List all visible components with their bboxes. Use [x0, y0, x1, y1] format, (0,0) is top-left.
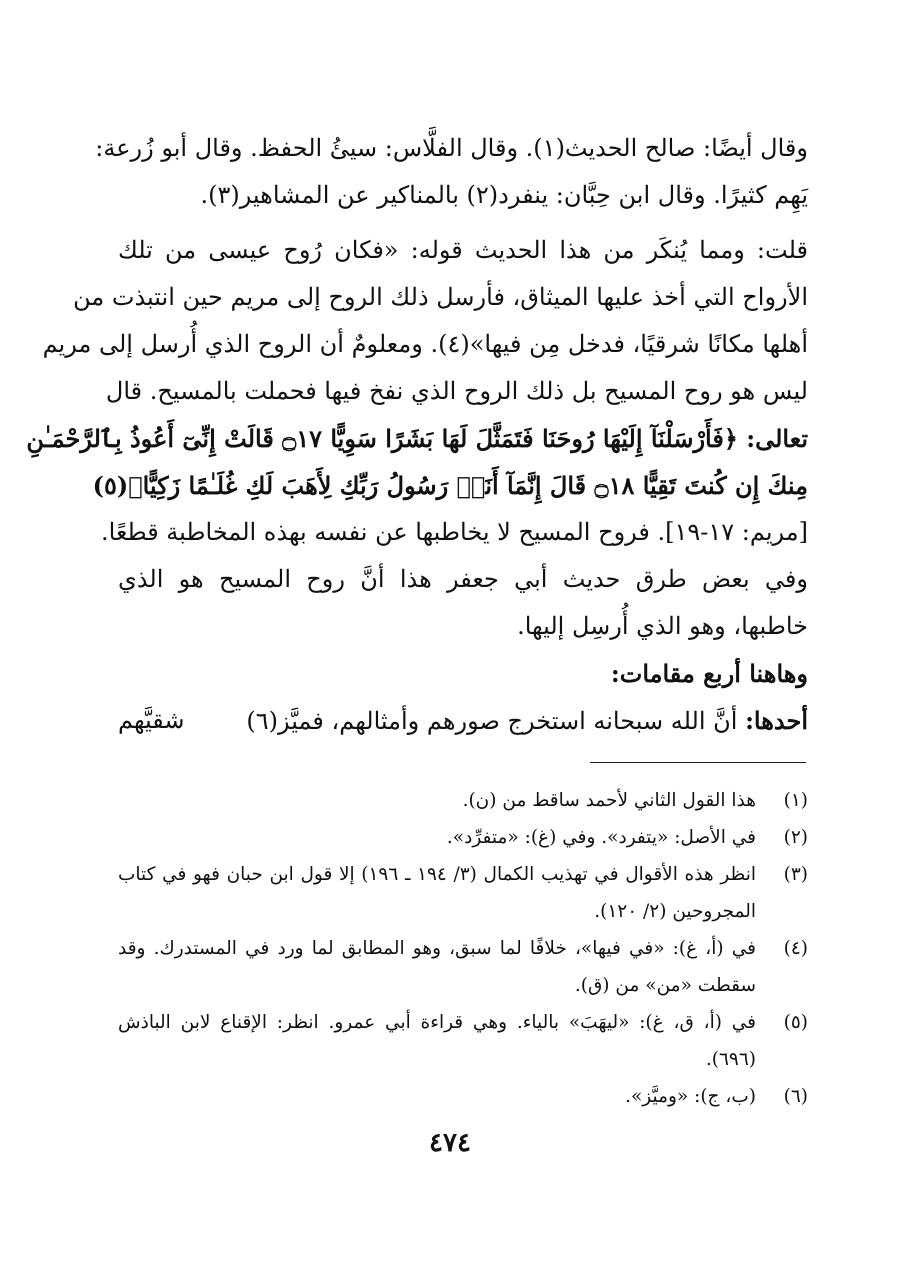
catchword: شقيَّهم: [118, 706, 185, 734]
footnote-text: في (أ، ق، غ): «ليهَبَ» بالياء. وهي قراءة أبي عمرو. انظر: الإقناع لابن الباذش (٦٩٦).: [118, 1012, 756, 1070]
text-line: [مريم: ١٧-١٩]. فروح المسيح لا يخاطبها عن نفسه بهذه المخاطبة قطعًا.: [101, 518, 808, 546]
footnote: [118, 856, 808, 930]
section-heading: وهاهنا أربع مقامات:: [610, 659, 808, 688]
page-number: ٤٧٤: [429, 1128, 471, 1158]
text-line: ليس هو روح المسيح بل ذلك الروح الذي نفخ فيها فحملت بالمسيح. قال: [105, 377, 808, 405]
main-text: [26, 125, 808, 744]
text-line: وفي بعض طرق حديث أبي جعفر هذا أنَّ روح المسيح هو الذي: [118, 565, 808, 593]
footnote-text: في (أ، غ): «في فيها»، خلافًا لما سبق، وهو المطابق لما ورد في المستدرك. وقد سقطت «من» من (ق).: [118, 938, 756, 996]
footnote-text: (ب، ج): «وميَّز».: [625, 1086, 756, 1107]
footnote-number: (٦): [783, 1086, 808, 1107]
first-point-label: أحدها:: [745, 706, 808, 735]
footnote: [118, 930, 808, 1004]
footnote-separator: [590, 762, 806, 763]
footnote-number: (٤): [783, 938, 808, 959]
footnotes: [118, 782, 808, 1115]
text-line: الأرواح التي أخذ عليها الميثاق، فأرسل ذلك الروح إلى مريم حين انتبذت من: [73, 283, 808, 311]
footnote: [118, 1078, 808, 1115]
quran-verse-line: مِنكَ إِن كُنتَ تَقِيًّا ۝١٨ قَالَ إِنَّمَآ أَنَا۠ رَسُولُ رَبِّكِ لِأَهَبَ لَكِ غُلَـٰمًا زَكِيًّا﴾(٥): [92, 471, 808, 500]
text-line: أهلها مكانًا شرقيًا، فدخل مِن فيها»(٤). ومعلومٌ أن الروح الذي أُرسل إلى مريم: [42, 330, 808, 358]
text-line: [118, 697, 808, 744]
quran-verse-line: تعالى: ﴿فَأَرْسَلْنَآ إِلَيْهَا رُوحَنَا فَتَمَثَّلَ لَهَا بَشَرًا سَوِيًّا ۝١٧ قَالَتْ إِنِّىٓ أَعُوذُ بِٱلرَّحْمَـٰنِ: [26, 424, 808, 453]
footnote-number: (٢): [783, 827, 808, 848]
text-line: وقال أيضًا: صالح الحديث(١). وقال الفلَّاس: سيئُ الحفظ. وقال أبو زُرعة:: [95, 134, 808, 162]
footnote: [118, 1004, 808, 1078]
text-line: قلت: ومما يُنكَر من هذا الحديث قوله: «فكان رُوح عيسى من تلك: [118, 236, 808, 264]
footnote-number: (٥): [783, 1012, 808, 1033]
footnote-number: (٣): [783, 864, 808, 885]
footnote-text: في الأصل: «يتفرد». وفي (غ): «متفرِّد».: [446, 827, 756, 848]
footnote-number: (١): [783, 790, 808, 811]
footnote: [118, 819, 808, 856]
footnote: [118, 782, 808, 819]
first-point-text: أنَّ الله سبحانه استخرج صورهم وأمثالهم، فميَّز(٦): [246, 707, 746, 735]
footnote-text: هذا القول الثاني لأحمد ساقط من (ن).: [462, 790, 756, 811]
footnote-text: انظر هذه الأقوال في تهذيب الكمال (٣/ ١٩٤ ـ ١٩٦) إلا قول ابن حبان فهو في كتاب المجروحين (٢/ ١٢٠).: [118, 864, 756, 922]
text-line: يَهِم كثيرًا. وقال ابن حِبَّان: ينفرد(٢) بالمناكير عن المشاهير(٣).: [200, 181, 808, 209]
text-line: خاطبها، وهو الذي أُرسِل إليها.: [517, 612, 808, 640]
